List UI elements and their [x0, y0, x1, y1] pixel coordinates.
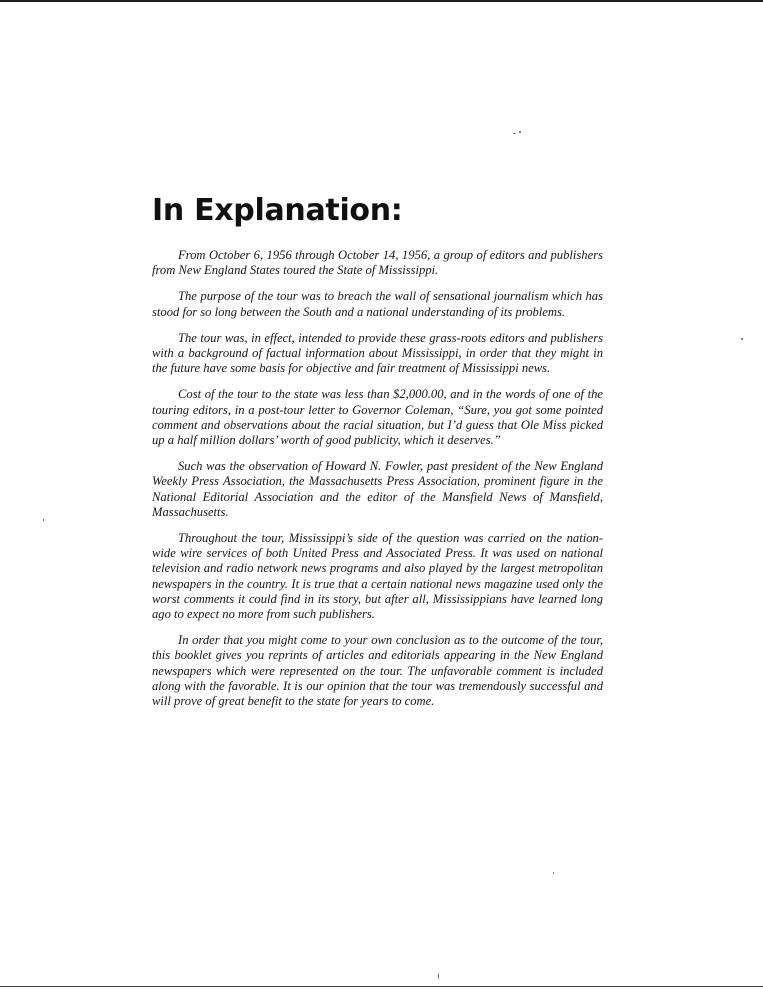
- paragraph: The tour was, in effect, intended to provide these grass-roots editors and publishers with a background of factual information about Mississippi, in order that they might in the future have some basis for objective and fair treatment of Mississippi news.: [152, 330, 603, 376]
- scan-bottom-edge: [0, 986, 763, 987]
- paragraph: Throughout the tour, Mississippi’s side of the question was carried on the nation-wide wire services of both United Press and Associated Press. It was used on national television and radio network news programs and also played by the largest metropolitan newspapers in the country. It is true that a certain national news magazine used only the worst comments it could find in its story, but after all, Mississippians have learned long ago to expect no more from such publishers.: [152, 531, 603, 622]
- scan-top-edge: [0, 0, 763, 2]
- paragraph: In order that you might come to your own conclusion as to the outcome of the tour, this booklet gives you reprints of articles and editorials appearing in the New England newspapers which were represented on the tour. The unfavorable comment is included along with the favorable. It is our opinion that the tour was tremendously successful and will prove of great benefit to the state for years to come.: [152, 633, 603, 709]
- scan-speck: [519, 131, 521, 133]
- paragraph: The purpose of the tour was to breach the wall of sensational journalism which has stood for so long between the South and a national understanding of its problems.: [152, 289, 603, 319]
- document-page: [152, 192, 603, 720]
- scan-speck: [43, 519, 44, 521]
- scan-speck: [553, 872, 554, 874]
- paragraph: From October 6, 1956 through October 14, 1956, a group of editors and publishers from New England States toured the State of Mississippi.: [152, 248, 603, 278]
- scan-speck: [513, 133, 516, 134]
- scan-speck: [438, 973, 439, 979]
- paragraph: Cost of the tour to the state was less than $2,000.00, and in the words of one of the touring editors, in a post-tour letter to Governor Coleman, “Sure, you got some pointed comment and observations about the racial situation, but I’d guess that Ole Miss picked up a half million dollars’ worth of good publicity, which it deserves.”: [152, 387, 603, 448]
- paragraph: Such was the observation of Howard N. Fowler, past president of the New England Weekly Press Association, the Massachusetts Press Association, prominent figure in the National Editorial Association and the editor of the Mansfield News of Mansfield, Massachusetts.: [152, 459, 603, 519]
- page-title: In Explanation:: [152, 193, 403, 228]
- scan-speck: [741, 338, 743, 340]
